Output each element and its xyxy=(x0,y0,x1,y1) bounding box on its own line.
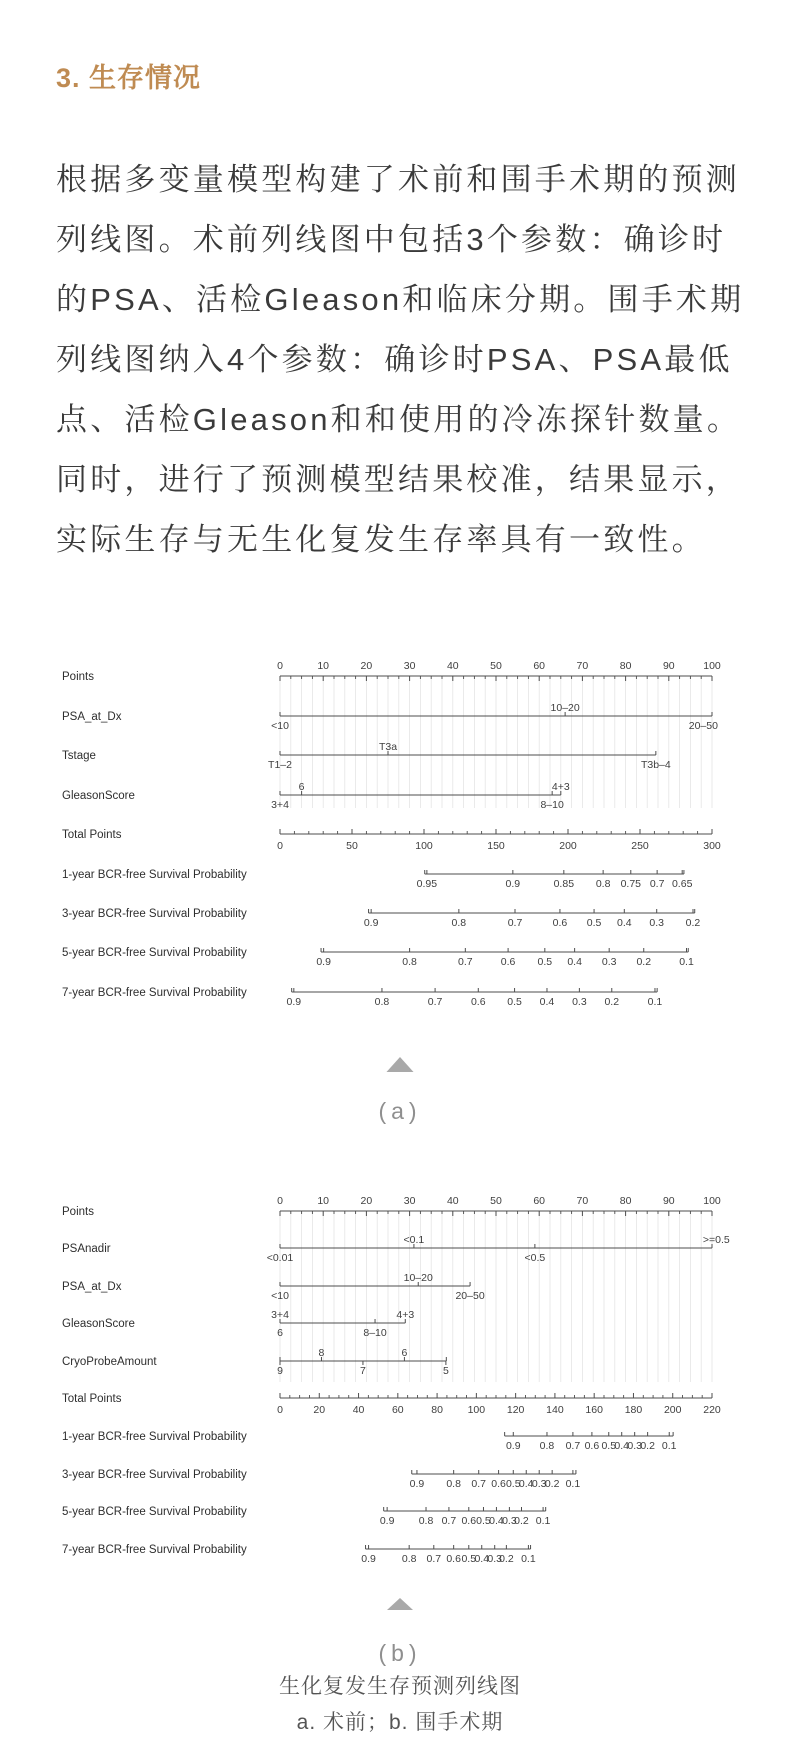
nomogram-b-chart xyxy=(0,1160,800,1630)
svg-text:0.7: 0.7 xyxy=(441,1515,457,1527)
svg-text:50: 50 xyxy=(490,660,502,672)
svg-text:0.5: 0.5 xyxy=(507,996,522,1008)
svg-text:20–50: 20–50 xyxy=(688,720,718,732)
svg-text:0.8: 0.8 xyxy=(595,878,611,890)
nomogram-a-chart xyxy=(0,630,800,1090)
svg-text:7-year BCR-free Survival Proba: 7-year BCR-free Survival Probability xyxy=(62,987,247,999)
svg-text:90: 90 xyxy=(662,660,675,672)
svg-text:0.8: 0.8 xyxy=(539,1440,555,1452)
svg-text:20: 20 xyxy=(360,1195,373,1207)
svg-text:70: 70 xyxy=(576,660,589,672)
svg-text:0.8: 0.8 xyxy=(418,1515,434,1527)
svg-text:0.3: 0.3 xyxy=(531,1478,547,1490)
paragraph-line: 列线图纳入4个参数：确诊时PSA、PSA最低 xyxy=(56,342,733,377)
svg-text:90: 90 xyxy=(662,1195,675,1207)
svg-text:160: 160 xyxy=(585,1404,603,1416)
paragraph-line: 列线图。术前列线图中包括3个参数：确诊时 xyxy=(56,222,727,257)
svg-text:40: 40 xyxy=(446,1195,459,1207)
svg-text:60: 60 xyxy=(533,660,546,672)
svg-text:0.9: 0.9 xyxy=(363,917,379,929)
svg-text:5-year BCR-free Survival Proba: 5-year BCR-free Survival Probability xyxy=(62,1506,247,1518)
svg-text:10–20: 10–20 xyxy=(550,702,580,714)
svg-text:0.7: 0.7 xyxy=(565,1440,581,1452)
svg-text:0.6: 0.6 xyxy=(446,1553,461,1565)
svg-text:Tstage: Tstage xyxy=(62,750,96,762)
svg-text:20: 20 xyxy=(313,1404,326,1416)
svg-text:8–10: 8–10 xyxy=(540,799,564,811)
svg-text:CryoProbeAmount: CryoProbeAmount xyxy=(62,1356,157,1368)
svg-text:T1–2: T1–2 xyxy=(268,759,292,771)
svg-text:20: 20 xyxy=(360,660,373,672)
svg-text:0.5: 0.5 xyxy=(461,1553,477,1565)
paragraph-line: 实际生存与无生化复发生存率具有一致性。 xyxy=(56,522,706,557)
svg-text:3-year BCR-free Survival Proba: 3-year BCR-free Survival Probability xyxy=(62,908,247,920)
svg-text:<10: <10 xyxy=(271,1290,289,1302)
svg-text:0.1: 0.1 xyxy=(679,956,694,968)
svg-text:7: 7 xyxy=(360,1365,366,1377)
svg-text:0.6: 0.6 xyxy=(552,917,568,929)
svg-text:4+3: 4+3 xyxy=(396,1309,415,1321)
svg-text:T3b–4: T3b–4 xyxy=(640,759,671,771)
svg-text:8: 8 xyxy=(318,1347,325,1359)
svg-text:<10: <10 xyxy=(271,720,289,732)
svg-text:0.65: 0.65 xyxy=(671,878,693,890)
svg-text:Points: Points xyxy=(62,671,94,683)
svg-text:80: 80 xyxy=(619,1195,632,1207)
svg-text:10–20: 10–20 xyxy=(403,1272,433,1284)
svg-text:200: 200 xyxy=(559,840,577,852)
svg-text:0.9: 0.9 xyxy=(505,1440,521,1452)
svg-text:0.5: 0.5 xyxy=(586,917,602,929)
svg-text:5: 5 xyxy=(442,1365,449,1377)
svg-text:0.5: 0.5 xyxy=(537,956,553,968)
svg-text:0: 0 xyxy=(277,840,283,852)
svg-text:150: 150 xyxy=(487,840,505,852)
svg-text:70: 70 xyxy=(576,1195,589,1207)
svg-text:0.5: 0.5 xyxy=(505,1478,521,1490)
svg-text:0.9: 0.9 xyxy=(379,1515,395,1527)
triangle-up-icon-b xyxy=(387,1598,413,1610)
svg-text:0.2: 0.2 xyxy=(640,1440,655,1452)
svg-text:0.5: 0.5 xyxy=(601,1440,617,1452)
svg-text:0.3: 0.3 xyxy=(572,996,587,1008)
svg-text:0.8: 0.8 xyxy=(401,1553,417,1565)
svg-text:<0.1: <0.1 xyxy=(403,1234,425,1246)
svg-text:0.2: 0.2 xyxy=(544,1478,560,1490)
svg-text:PSAnadir: PSAnadir xyxy=(62,1243,111,1255)
svg-text:0.1: 0.1 xyxy=(661,1440,677,1452)
svg-text:120: 120 xyxy=(506,1404,525,1416)
svg-text:30: 30 xyxy=(403,1195,416,1207)
svg-text:0.95: 0.95 xyxy=(416,878,438,890)
svg-text:0.4: 0.4 xyxy=(567,956,582,968)
svg-text:0.1: 0.1 xyxy=(647,996,663,1008)
svg-text:0.7: 0.7 xyxy=(471,1478,487,1490)
svg-text:100: 100 xyxy=(415,840,433,852)
svg-text:0.75: 0.75 xyxy=(620,878,642,890)
svg-text:0.9: 0.9 xyxy=(409,1478,425,1490)
svg-text:0.8: 0.8 xyxy=(446,1478,461,1490)
svg-text:0.9: 0.9 xyxy=(361,1553,376,1565)
paragraph-line: 根据多变量模型构建了术前和围手术期的预测 xyxy=(56,162,740,197)
svg-text:0.4: 0.4 xyxy=(474,1553,490,1565)
svg-text:>=0.5: >=0.5 xyxy=(702,1234,730,1246)
svg-text:0.2: 0.2 xyxy=(685,917,701,929)
svg-text:40: 40 xyxy=(446,660,459,672)
svg-text:0.2: 0.2 xyxy=(514,1515,529,1527)
svg-text:0.2: 0.2 xyxy=(499,1553,514,1565)
svg-text:9: 9 xyxy=(277,1365,283,1377)
svg-text:0.3: 0.3 xyxy=(627,1440,642,1452)
svg-text:80: 80 xyxy=(431,1404,443,1416)
svg-text:100: 100 xyxy=(467,1404,486,1416)
svg-text:0.9: 0.9 xyxy=(286,996,302,1008)
svg-text:0.9: 0.9 xyxy=(505,878,521,890)
paragraph-line: 同时，进行了预测模型结果校准，结果显示， xyxy=(56,462,740,497)
figure-label-a: (a) xyxy=(378,1098,422,1124)
svg-text:0.1: 0.1 xyxy=(521,1553,536,1565)
svg-text:0.3: 0.3 xyxy=(649,917,665,929)
figure-caption: 生化复发生存预测列线图 xyxy=(279,1675,521,1698)
paragraph-line: 的PSA、活检Gleason和临床分期。围手术期 xyxy=(56,282,745,317)
svg-text:Total Points: Total Points xyxy=(62,1393,122,1405)
svg-text:0.6: 0.6 xyxy=(461,1515,477,1527)
svg-text:7-year BCR-free Survival Proba: 7-year BCR-free Survival Probability xyxy=(62,1544,247,1556)
svg-text:GleasonScore: GleasonScore xyxy=(62,790,135,802)
svg-text:0.7: 0.7 xyxy=(507,917,523,929)
svg-text:80: 80 xyxy=(619,660,632,672)
svg-text:30: 30 xyxy=(403,660,416,672)
svg-text:Points: Points xyxy=(62,1206,94,1218)
svg-text:0.8: 0.8 xyxy=(451,917,467,929)
svg-text:0.7: 0.7 xyxy=(426,1553,442,1565)
svg-text:PSA_at_Dx: PSA_at_Dx xyxy=(62,711,122,723)
section-heading: 3. 生存情况 xyxy=(56,63,202,93)
svg-text:4+3: 4+3 xyxy=(551,781,570,793)
svg-text:50: 50 xyxy=(490,1195,502,1207)
svg-text:50: 50 xyxy=(346,840,358,852)
svg-text:3-year BCR-free Survival Proba: 3-year BCR-free Survival Probability xyxy=(62,1469,247,1481)
svg-text:180: 180 xyxy=(624,1404,643,1416)
svg-text:<0.01: <0.01 xyxy=(266,1252,294,1264)
svg-text:0: 0 xyxy=(277,1195,283,1207)
svg-text:100: 100 xyxy=(703,1195,721,1207)
svg-text:60: 60 xyxy=(533,1195,546,1207)
svg-text:10: 10 xyxy=(317,660,330,672)
svg-text:0.6: 0.6 xyxy=(470,996,486,1008)
svg-text:100: 100 xyxy=(703,660,721,672)
svg-text:0.1: 0.1 xyxy=(535,1515,551,1527)
figure-label-b: (b) xyxy=(378,1640,422,1666)
svg-text:8–10: 8–10 xyxy=(363,1327,387,1339)
svg-text:220: 220 xyxy=(703,1404,721,1416)
svg-text:0.6: 0.6 xyxy=(500,956,516,968)
svg-text:0.7: 0.7 xyxy=(458,956,473,968)
svg-text:0.3: 0.3 xyxy=(502,1515,517,1527)
svg-text:6: 6 xyxy=(277,1327,283,1339)
svg-text:5-year BCR-free Survival Proba: 5-year BCR-free Survival Probability xyxy=(62,947,247,959)
svg-text:Total Points: Total Points xyxy=(62,829,122,841)
svg-text:6: 6 xyxy=(298,781,305,793)
svg-text:0.3: 0.3 xyxy=(601,956,617,968)
svg-text:0.85: 0.85 xyxy=(553,878,575,890)
svg-text:200: 200 xyxy=(663,1404,682,1416)
svg-text:0.8: 0.8 xyxy=(402,956,417,968)
svg-text:0.7: 0.7 xyxy=(649,878,665,890)
svg-text:0.4: 0.4 xyxy=(614,1440,630,1452)
svg-text:0.4: 0.4 xyxy=(518,1478,534,1490)
figure-subcaption: a. 术前；b. 围手术期 xyxy=(296,1711,504,1734)
svg-text:0.2: 0.2 xyxy=(636,956,652,968)
svg-text:0.6: 0.6 xyxy=(491,1478,506,1490)
svg-text:0.4: 0.4 xyxy=(489,1515,504,1527)
svg-text:40: 40 xyxy=(352,1404,365,1416)
svg-text:<0.5: <0.5 xyxy=(524,1252,546,1264)
svg-text:0.9: 0.9 xyxy=(316,956,331,968)
svg-text:10: 10 xyxy=(317,1195,330,1207)
svg-text:0.5: 0.5 xyxy=(476,1515,491,1527)
svg-text:1-year BCR-free Survival Proba: 1-year BCR-free Survival Probability xyxy=(62,1431,247,1443)
svg-text:0.8: 0.8 xyxy=(374,996,390,1008)
svg-text:T3a: T3a xyxy=(378,741,398,753)
svg-text:0.1: 0.1 xyxy=(565,1478,581,1490)
svg-text:20–50: 20–50 xyxy=(455,1290,485,1302)
svg-text:0.6: 0.6 xyxy=(584,1440,600,1452)
svg-text:0.3: 0.3 xyxy=(487,1553,503,1565)
svg-text:GleasonScore: GleasonScore xyxy=(62,1318,135,1330)
svg-text:60: 60 xyxy=(391,1404,404,1416)
triangle-up-icon-a xyxy=(387,1057,414,1072)
svg-text:0.4: 0.4 xyxy=(539,996,555,1008)
svg-text:3+4: 3+4 xyxy=(271,799,289,811)
svg-text:6: 6 xyxy=(401,1347,408,1359)
body-paragraph xyxy=(56,150,756,570)
svg-text:0: 0 xyxy=(277,1404,283,1416)
svg-text:PSA_at_Dx: PSA_at_Dx xyxy=(62,1281,122,1293)
svg-text:0.2: 0.2 xyxy=(604,996,620,1008)
svg-text:0: 0 xyxy=(277,660,283,672)
svg-text:250: 250 xyxy=(631,840,649,852)
svg-text:140: 140 xyxy=(546,1404,564,1416)
svg-text:3+4: 3+4 xyxy=(271,1309,289,1321)
svg-text:1-year BCR-free Survival Proba: 1-year BCR-free Survival Probability xyxy=(62,869,247,881)
svg-text:300: 300 xyxy=(703,840,721,852)
svg-text:0.7: 0.7 xyxy=(427,996,443,1008)
svg-text:0.4: 0.4 xyxy=(616,917,632,929)
paragraph-line: 点、活检Gleason和和使用的冷冻探针数量。 xyxy=(56,402,742,437)
